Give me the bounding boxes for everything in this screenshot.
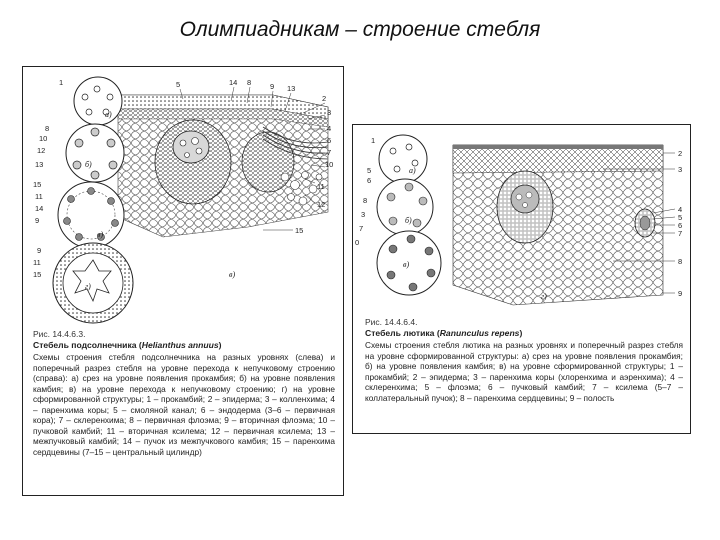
label-l5: 5: [367, 166, 372, 175]
stage-a-circle: [74, 77, 122, 125]
stage-v-circle: [58, 182, 124, 248]
label-l8: 8: [363, 196, 368, 205]
figure-name: [365, 328, 683, 339]
label-r7: 7: [327, 148, 332, 157]
figure-sunflower-stem: [22, 66, 344, 496]
label-t14: 14: [229, 78, 238, 87]
tissue-section: [453, 145, 675, 305]
label-r7: 7: [678, 229, 683, 238]
stage-label-a: а): [105, 110, 112, 119]
label-r6: 6: [678, 221, 683, 230]
label-t13: 13: [287, 84, 296, 93]
stage-label-b: б): [405, 216, 412, 225]
buttercup-stem-diagram: [353, 125, 690, 315]
figure-buttercup-stem: [352, 124, 691, 434]
label-r3: 3: [327, 108, 332, 117]
stage-label-g: г): [85, 282, 91, 291]
sunflower-caption: [33, 329, 335, 457]
figure-name: [33, 340, 335, 351]
label-l15b: 15: [33, 270, 42, 279]
stage-label-v: в): [403, 260, 410, 269]
label-l13: 13: [35, 160, 44, 169]
label-l9b: 9: [37, 246, 42, 255]
label-t8: 8: [247, 78, 252, 87]
label-r12: 12: [317, 200, 326, 209]
label-l15a: 15: [33, 180, 42, 189]
label-r2: 2: [322, 94, 327, 103]
figure-name-suffix: ): [218, 339, 222, 350]
label-l8: 8: [45, 124, 50, 133]
label-l14a: 14: [35, 204, 44, 213]
label-r4: 4: [678, 205, 683, 214]
buttercup-caption: [365, 317, 683, 403]
figure-name-latin: Ranunculus repens: [439, 327, 520, 338]
stage-label-v2: в): [229, 270, 236, 279]
label-r6: 6: [327, 136, 332, 145]
label-r2: 2: [678, 149, 683, 158]
label-l0: 0: [355, 238, 360, 247]
label-r10: 10: [325, 160, 334, 169]
stage-g-circle: [53, 243, 133, 323]
figure-name-prefix: Стебель лютика (: [365, 327, 440, 338]
caption-text: Схемы строения стебля лютика на разных уровнях и поперечный разрез стебля на уровне сформированной структуры: а) срез на уровне появления прокамбия; б) на уровне появления камбия; в) на уровне сформированной структуры; 1 – прокамбий; 2 – эпидерма; 3 – паренхима коры (хлоренхима и аэренхима); 4 – склеренхима; 5 – флоэма; 6 – пучковый камбий; 7 – ксилема (5–7 – коллатеральный пучок); 8 – паренхима сердцевины; 9 – полость: [365, 340, 683, 403]
label-l1: 1: [371, 136, 376, 145]
stage-label-b: б): [85, 160, 92, 169]
label-t5: 5: [176, 80, 181, 89]
label-r5: 5: [678, 213, 683, 222]
stage-label-a: а): [409, 166, 416, 175]
label-l9a: 9: [35, 216, 40, 225]
figure-name-prefix: Стебель подсолнечника (: [33, 339, 142, 350]
caption-text: Схемы строения стебля подсолнечника на разных уровнях (слева) и поперечный разрез стебля на уровне перехода к непучковому строению (справа): а) срез на уровне появления прокамбия; б) на уровне появления камбия; в) на уровне перехода к непучковому строению; г) на уровне сформированной структуры; 1 – прокамбий; 2 – эпидерма; 3 – колленхима; 4 – паренхима коры; 5 – смоляной канал; 6 – эндодерма (3–6 – первичная кора); 7 – склеренхима; 8 – первичная флоэма; 9 – вторичная флоэма; 10 – пучковой камбий; 11 – вторичная ксилема; 12 – первичная ксилема; 13 – межпучковый камбий; 14 – пучок из межпучкового камбия; 15 – паренхима сердцевины (7–15 – центральный цилиндр): [33, 352, 335, 457]
stage-label-g: г): [541, 292, 547, 301]
label-t9: 9: [270, 82, 275, 91]
label-l12: 12: [37, 146, 46, 155]
tissue-section: [118, 87, 328, 237]
stage-label-v: в): [97, 230, 104, 239]
label-l6: 6: [367, 176, 372, 185]
figure-number: Рис. 14.4.6.3.: [33, 329, 86, 339]
label-r3: 3: [678, 165, 683, 174]
label-l11: 11: [35, 192, 43, 201]
figure-name-suffix: ): [519, 327, 523, 338]
figure-name-latin: Helianthus annuus: [141, 339, 219, 350]
label-l10: 10: [39, 134, 48, 143]
figure-number: Рис. 14.4.6.4.: [365, 317, 418, 327]
label-r15: 15: [295, 226, 304, 235]
sunflower-stem-diagram: [23, 67, 343, 329]
stage-a-circle: [379, 135, 427, 183]
label-l1: 1: [59, 78, 64, 87]
label-r11: 11: [317, 182, 325, 191]
label-l7: 7: [359, 224, 364, 233]
label-l11b: 11: [33, 258, 41, 267]
label-r8: 8: [678, 257, 683, 266]
label-l3: 3: [361, 210, 366, 219]
stage-b-circle: [377, 179, 433, 235]
label-r4: 4: [327, 124, 332, 133]
stage-b-circle: [66, 124, 124, 182]
slide-title: Олимпиадникам – строение стебля: [179, 18, 541, 41]
label-r9: 9: [678, 289, 683, 298]
